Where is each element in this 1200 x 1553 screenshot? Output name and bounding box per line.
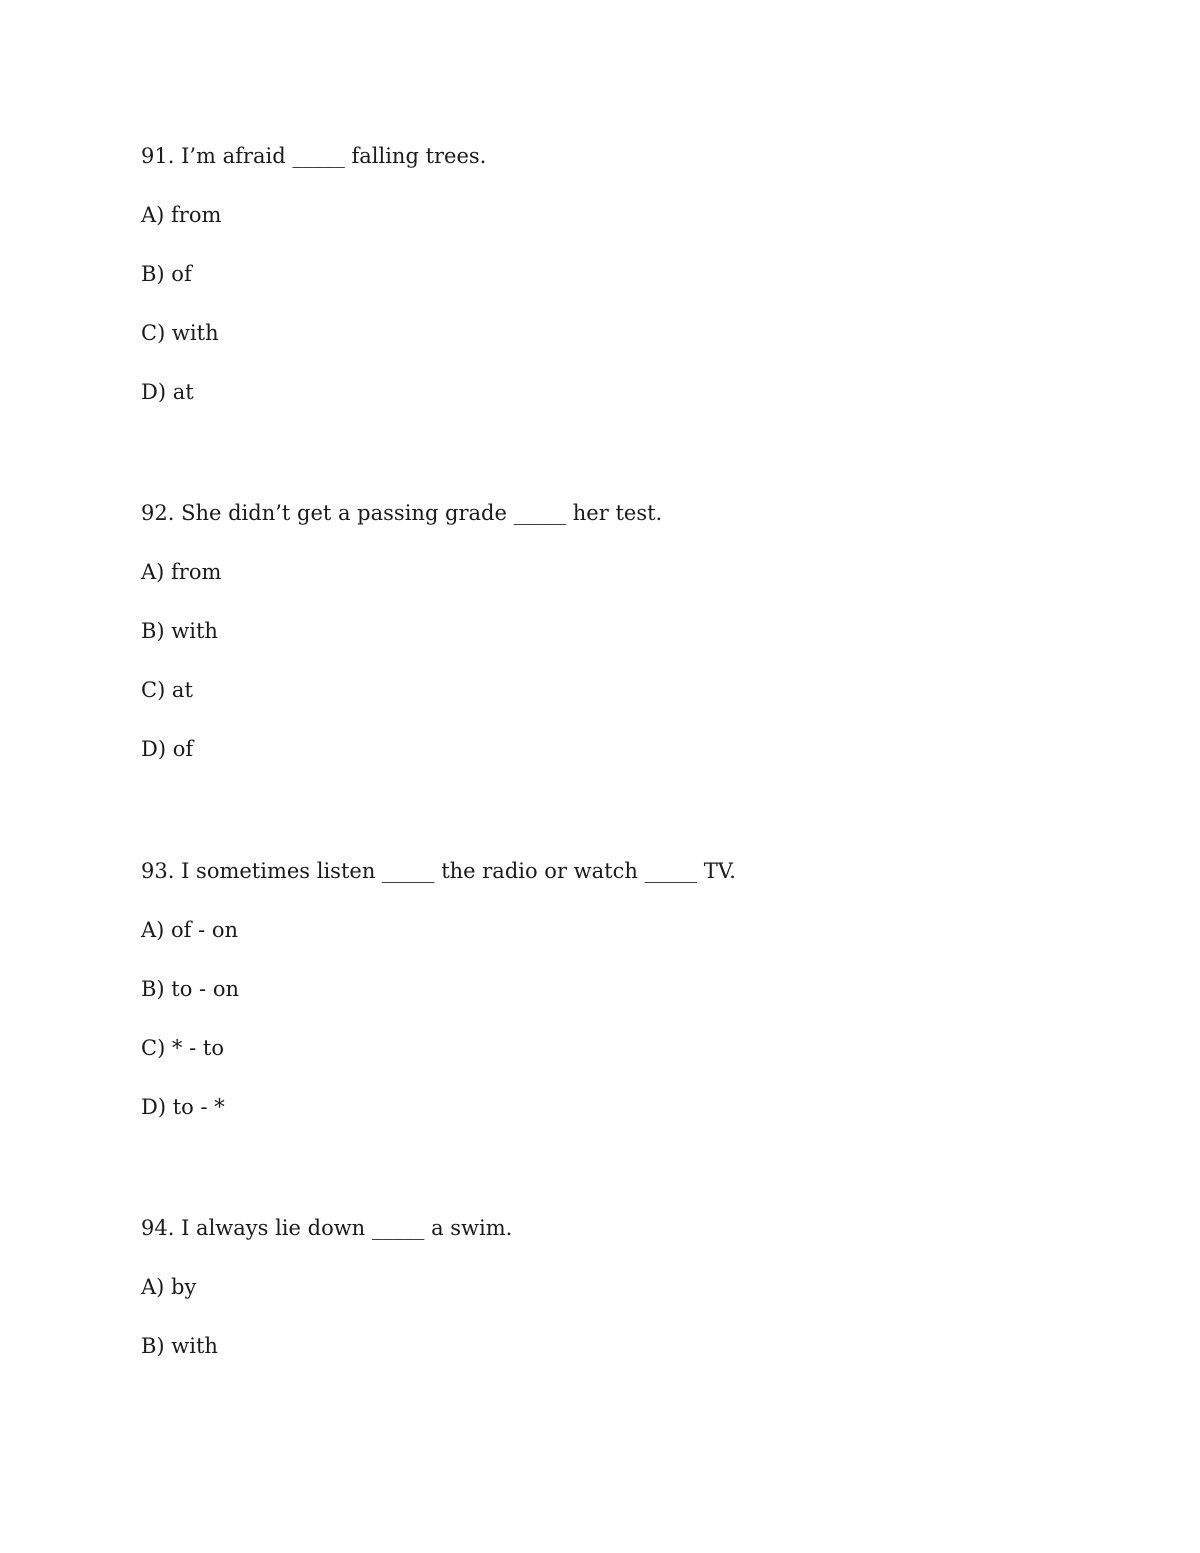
question-91 <box>141 140 1041 435</box>
answer-option-d: D) at <box>141 380 194 404</box>
answer-option-b: B) of <box>141 262 192 286</box>
question-stem: 93. I sometimes listen _____ the radio or watch _____ TV. <box>141 859 736 883</box>
question-94 <box>141 1212 1041 1389</box>
question-stem: 91. I’m afraid _____ falling trees. <box>141 144 487 168</box>
answer-option-b: B) with <box>141 619 218 643</box>
question-stem: 92. She didn’t get a passing grade _____ her test. <box>141 501 663 525</box>
answer-option-d: D) of <box>141 737 194 761</box>
answer-option-a: A) from <box>141 560 222 584</box>
answer-option-a: A) by <box>141 1275 197 1299</box>
question-stem: 94. I always lie down _____ a swim. <box>141 1216 513 1240</box>
answer-option-a: A) of - on <box>141 918 239 942</box>
answer-option-a: A) from <box>141 203 222 227</box>
answer-option-c: C) with <box>141 321 219 345</box>
question-93 <box>141 855 1041 1150</box>
answer-option-c: C) at <box>141 678 193 702</box>
question-92 <box>141 497 1041 792</box>
answer-option-c: C) * - to <box>141 1036 224 1060</box>
answer-option-d: D) to - * <box>141 1095 225 1119</box>
answer-option-b: B) with <box>141 1334 218 1358</box>
answer-option-b: B) to - on <box>141 977 239 1001</box>
